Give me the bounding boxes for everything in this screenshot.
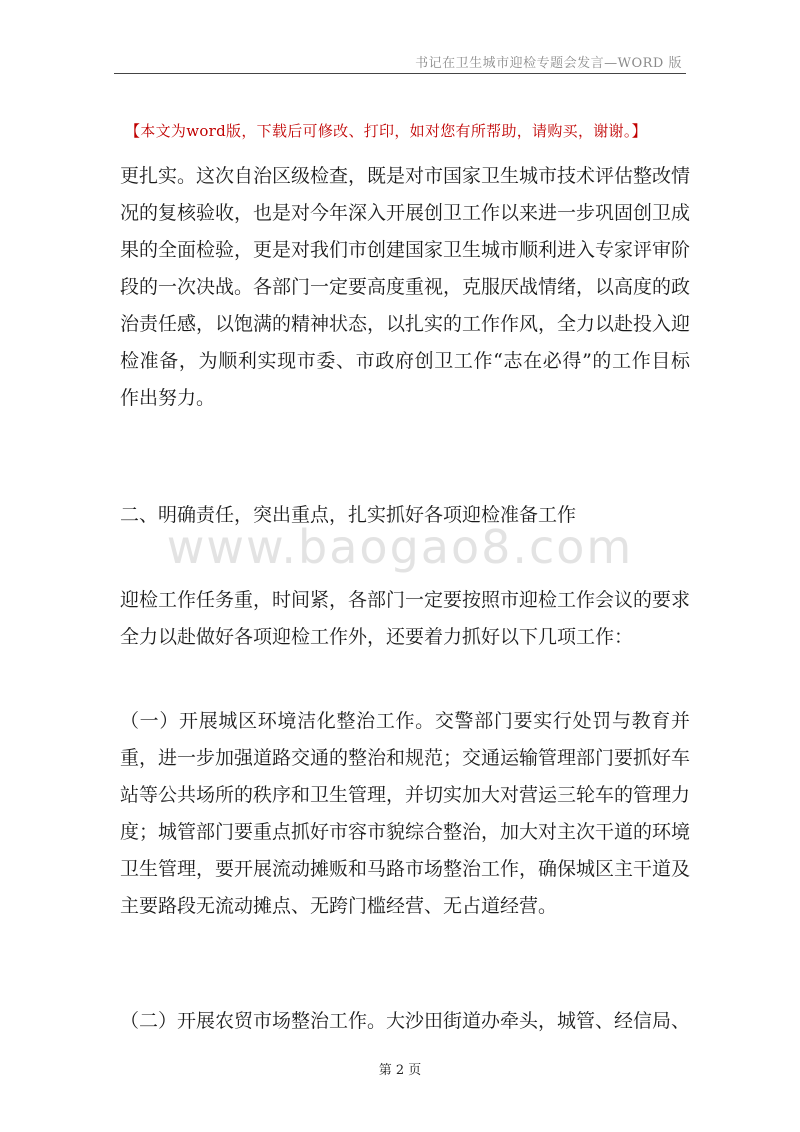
section-heading-2: 二、明确责任，突出重点，扎实抓好各项迎检准备工作 (120, 504, 577, 526)
document-header-title: 书记在卫生城市迎检专题会发言—WORD 版 (415, 56, 682, 71)
header-divider (114, 73, 686, 74)
paragraph-3: （一）开展城区环境洁化整治工作。交警部门要实行处罚与教育并重，进一步加强道路交通的整治和规范；交通运输管理部门要抓好车站等公共场所的秩序和卫生管理，并切实加大对营运三轮车的管理力度；城管部门要重点抓好市容市貌综合整治，加大对主次干道的环境卫生管理，要开展流动摊贩和马路市场整治工作，确保城区主干道及主要路段无流动摊点、无跨门槛经营、无占道经营。 (120, 710, 691, 917)
watermark: www.baogao8.com (166, 520, 634, 574)
paragraph-2: 迎检工作任务重，时间紧，各部门一定要按照市迎检工作会议的要求全力以赴做好各项迎检工作外，还要着力抓好以下几项工作： (120, 589, 691, 648)
paragraph-1: 更扎实。这次自治区级检查，既是对市国家卫生城市技术评估整改情况的复核验收，也是对今年深入开展创卫工作以来进一步巩固创卫成果的全面检验，更是对我们市创建国家卫生城市顺利进入专家评审阶段的一次决战。各部门一定要高度重视，克服厌战情绪，以高度的政治责任感，以饱满的精神状态，以扎实的工作作风，全力以赴投入迎检准备，为顺利实现市委、市政府创卫工作“志在必得”的工作目标作出努力。 (120, 165, 691, 409)
paragraph-4: （二）开展农贸市场整治工作。大沙田街道办牵头，城管、经信局、 (120, 1010, 691, 1032)
purchase-notice: 【本文为word版，下载后可修改、打印，如对您有所帮助，请购买，谢谢。】 (125, 122, 647, 140)
page-number: 第 2 页 (378, 1063, 422, 1078)
